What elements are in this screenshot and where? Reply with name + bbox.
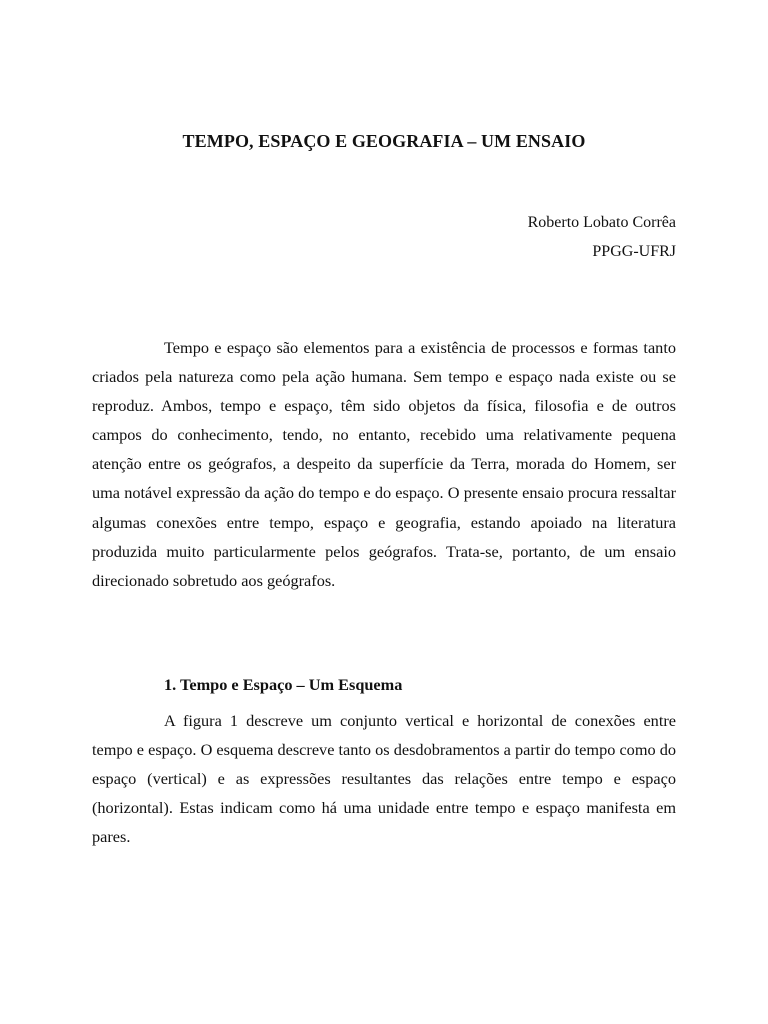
author-affiliation: PPGG-UFRJ (592, 243, 676, 260)
author-name: Roberto Lobato Corrêa (527, 214, 676, 231)
section-1-paragraph: A figura 1 descreve um conjunto vertical e horizontal de conexões entre tempo e espaço. O esquema descreve tanto os desdobramentos a partir do tempo como do espaço (vertical) e as expressões resultantes das relações entre tempo e espaço (horizontal). Estas indicam como há uma unidade entre tempo e espaço manifesta em pares. (92, 711, 676, 847)
introduction-paragraph: Tempo e espaço são elementos para a existência de processos e formas tanto criados pela natureza como pela ação humana. Sem tempo e espaço nada existe ou se reproduz. Ambos, tempo e espaço, têm sido objetos da física, filosofia e de outros campos do conhecimento, tendo, no entanto, recebido uma relativamente pequena atenção entre os geógrafos, a despeito da superfície da Terra, morada do Homem, ser uma notável expressão da ação do tempo e do espaço. O presente ensaio procura ressaltar algumas conexões entre tempo, espaço e geografia, estando apoiado na literatura produzida muito particularmente pelos geógrafos. Trata-se, portanto, de um ensaio direcionado sobretudo aos geógrafos. (92, 338, 676, 590)
document-title: TEMPO, ESPAÇO E GEOGRAFIA – UM ENSAIO (182, 131, 586, 151)
author-block (528, 208, 676, 266)
section-1-paragraph-container (92, 706, 676, 851)
section-heading: 1. Tempo e Espaço – Um Esquema (164, 675, 403, 694)
introduction-paragraph-container (92, 333, 676, 595)
